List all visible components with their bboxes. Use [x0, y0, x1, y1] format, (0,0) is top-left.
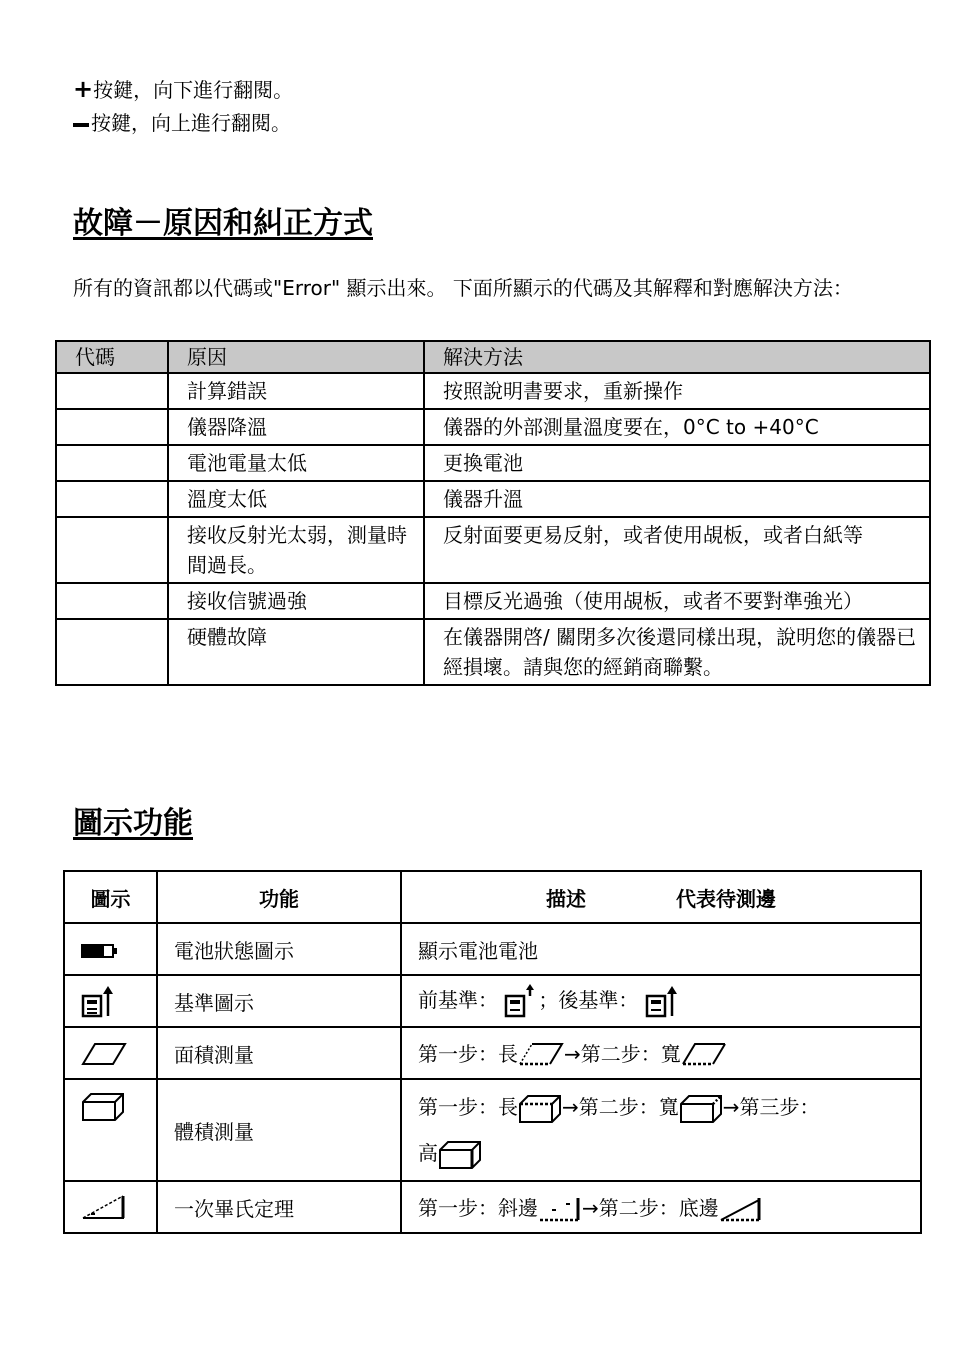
volume-step-width: →第二步：寬 [562, 1095, 679, 1119]
volume-height-icon [438, 1140, 482, 1170]
section-heading-icons: 圖示功能 [73, 806, 193, 841]
plus-key-icon: + [73, 75, 94, 103]
volume-step-height: →第三步： [722, 1095, 820, 1119]
function-cell: 電池狀態圖示 [157, 923, 401, 975]
function-cell: 基準圖示 [157, 975, 401, 1027]
area-width-icon [681, 1042, 727, 1068]
header-description [401, 871, 921, 923]
code-cell [56, 409, 168, 445]
solution-cell: 更換電池 [424, 445, 930, 481]
pythagoras-hypotenuse-icon [538, 1196, 582, 1222]
table-row [56, 445, 930, 481]
solution-cell: 目標反光過強（使用覘板，或者不要對準強光） [424, 583, 930, 619]
table-row [56, 619, 930, 685]
header-describe: 描述 [546, 886, 586, 911]
solution-cell: 儀器的外部測量溫度要在，0°C to +40°C [424, 409, 930, 445]
description-cell [401, 1181, 921, 1233]
description-cell: 顯示電池電池 [401, 923, 921, 975]
table-row [56, 373, 930, 409]
pythagoras-step-hypotenuse: 第一步：斜邊 [418, 1195, 538, 1220]
icon-cell [64, 975, 157, 1027]
code-cell [56, 583, 168, 619]
reference-icon [81, 984, 117, 1018]
nav-line-down-text: 按鍵，向下進行翻閱。 [93, 78, 294, 102]
table-row [64, 975, 921, 1027]
back-reference-icon [645, 984, 681, 1018]
solution-cell: 儀器升溫 [424, 481, 930, 517]
nav-line-down [73, 76, 293, 103]
area-icon [81, 1042, 127, 1066]
pythagoras-step-base: →第二步：底邊 [582, 1195, 719, 1220]
table-row [64, 1181, 921, 1233]
nav-line-up-text: 按鍵，向上進行翻閱。 [91, 111, 291, 135]
volume-width-icon [679, 1094, 723, 1124]
volume-length-icon [518, 1094, 562, 1124]
volume-icon [81, 1092, 125, 1122]
table-row [56, 409, 930, 445]
solution-cell: 按照說明書要求，重新操作 [424, 373, 930, 409]
back-reference-label: ；後基準： [538, 987, 639, 1012]
table-row [64, 1079, 921, 1181]
table-row [56, 481, 930, 517]
header-represents: 代表待測邊 [676, 886, 776, 911]
cause-cell: 接收反射光太弱，測量時間過長。 [168, 517, 424, 583]
cause-cell: 接收信號過強 [168, 583, 424, 619]
icon-function-table [63, 870, 922, 1234]
function-cell: 體積測量 [157, 1079, 401, 1181]
icon-cell [64, 1027, 157, 1079]
header-function: 功能 [157, 871, 401, 923]
volume-height-label: 高 [418, 1141, 438, 1165]
code-cell [56, 445, 168, 481]
function-cell: 一次畢氏定理 [157, 1181, 401, 1233]
cause-cell: 溫度太低 [168, 481, 424, 517]
header-solution: 解決方法 [424, 341, 930, 373]
function-cell: 面積測量 [157, 1027, 401, 1079]
icon-cell [64, 923, 157, 975]
table-row [56, 517, 930, 583]
solution-cell: 在儀器開啓/ 關閉多次後還同樣出現，說明您的儀器已經損壞。請與您的經銷商聯繫。 [424, 619, 930, 685]
description-cell [401, 1079, 921, 1181]
error-code-table [55, 340, 931, 686]
cause-cell: 硬體故障 [168, 619, 424, 685]
table-row [64, 923, 921, 975]
table-row [64, 1027, 921, 1079]
cause-cell: 電池電量太低 [168, 445, 424, 481]
code-cell [56, 373, 168, 409]
header-cause: 原因 [168, 341, 424, 373]
pythagoras-base-icon [719, 1196, 763, 1222]
area-length-icon [518, 1042, 564, 1068]
icon-cell [64, 1079, 157, 1181]
code-cell [56, 517, 168, 583]
errors-intro: 所有的資訊都以代碼或"Error" 顯示出來。 下面所顯示的代碼及其解釋和對應解決方法： [73, 276, 853, 300]
nav-line-up [73, 110, 291, 136]
description-cell [401, 975, 921, 1027]
minus-key-icon [73, 123, 89, 127]
code-cell [56, 619, 168, 685]
pythagoras-icon [81, 1194, 127, 1220]
table-header-row [56, 341, 930, 373]
area-step-width: →第二步：寬 [564, 1041, 681, 1066]
section-heading-errors: 故障－原因和糾正方式 [73, 206, 373, 241]
volume-step-length: 第一步：長 [418, 1095, 518, 1119]
table-header-row [64, 871, 921, 923]
cause-cell: 儀器降溫 [168, 409, 424, 445]
battery-icon [81, 944, 119, 958]
front-reference-icon [504, 984, 538, 1018]
code-cell [56, 481, 168, 517]
header-icon: 圖示 [64, 871, 157, 923]
cause-cell: 計算錯誤 [168, 373, 424, 409]
area-step-length: 第一步：長 [418, 1041, 518, 1066]
solution-cell: 反射面要更易反射，或者使用覘板，或者白紙等 [424, 517, 930, 583]
header-code: 代碼 [56, 341, 168, 373]
table-row [56, 583, 930, 619]
icon-cell [64, 1181, 157, 1233]
front-reference-label: 前基準： [418, 987, 498, 1012]
description-cell [401, 1027, 921, 1079]
